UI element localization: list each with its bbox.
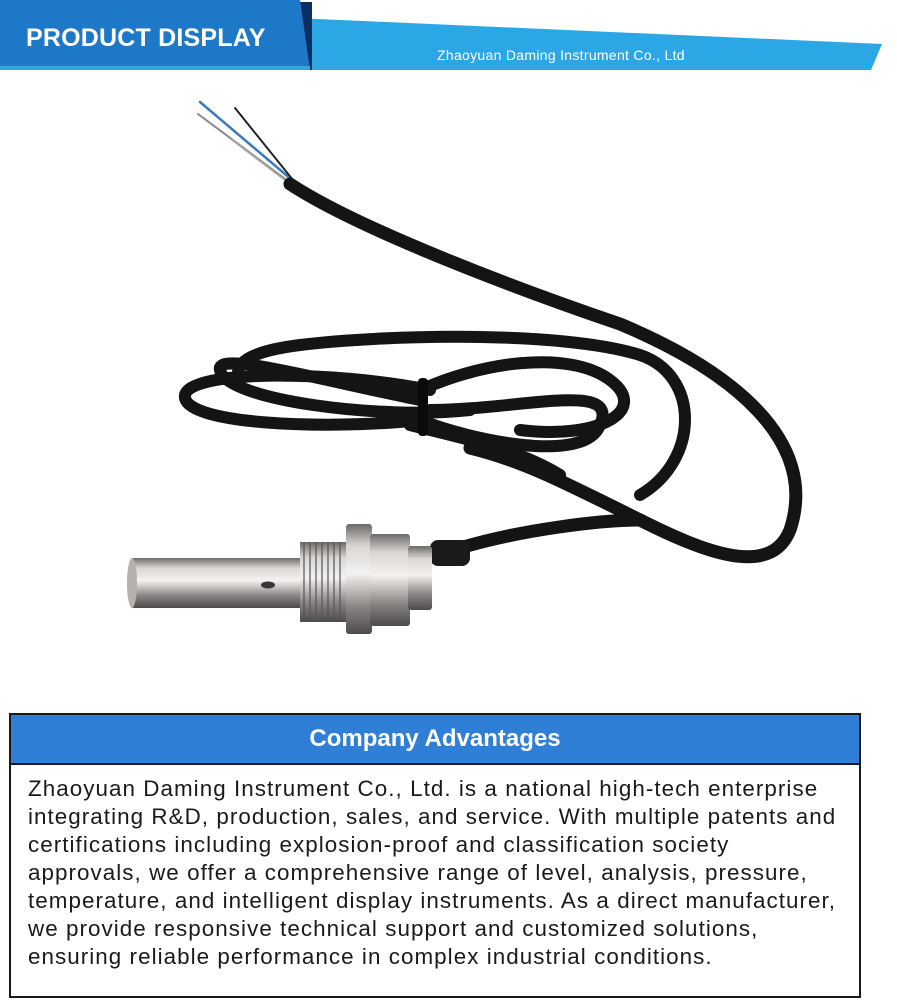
header-banner: [0, 0, 897, 80]
wire-ends: [198, 102, 293, 184]
company-name: Zhaoyuan Daming Instrument Co., Ltd: [437, 47, 685, 63]
page-title: PRODUCT DISPLAY: [26, 24, 266, 52]
product-image: [0, 80, 897, 690]
advantages-title: Company Advantages: [11, 715, 859, 765]
advantages-text: Zhaoyuan Daming Instrument Co., Ltd. is a national high-tech enterprise integrating R&D, production, sales, and service. With multiple patents and certifications including explosion-proof and classification society approvals, we offer a comprehensive range of level, analysis, pressure, temperature, and intelligent display instruments. As a direct manufacturer, we provide responsive technical support and customized solutions, ensuring reliable performance in complex industrial conditions.: [28, 776, 837, 969]
sensor-body: [127, 524, 432, 634]
cable-coil: [185, 337, 685, 495]
cable-tie: [418, 378, 428, 436]
sensor-probe-illustration: [0, 80, 897, 690]
company-advantages-panel: [9, 713, 861, 998]
